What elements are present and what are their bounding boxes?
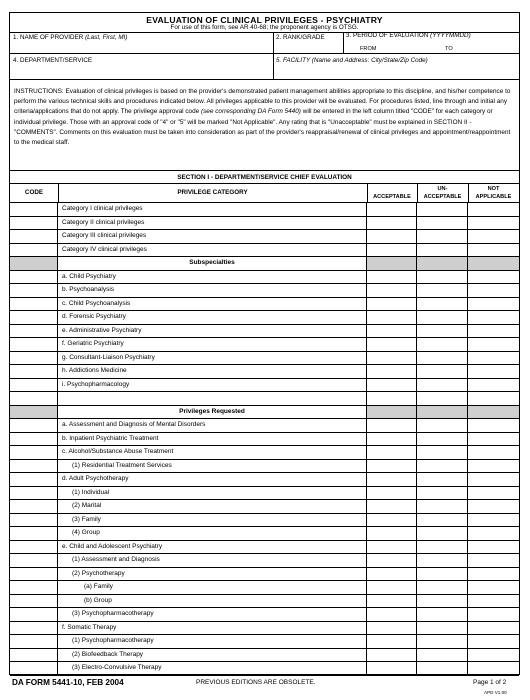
privilege-category-cell: Category III clinical privileges: [58, 230, 367, 243]
form-title: EVALUATION OF CLINICAL PRIVILEGES - PSYCHIATRY: [146, 15, 383, 25]
evaluation-form: [9, 12, 520, 675]
privilege-category-cell: (1) Individual: [58, 487, 367, 500]
unacceptable-cell[interactable]: [417, 473, 468, 486]
acceptable-cell[interactable]: [367, 271, 417, 284]
apd-version: APD V1.00: [484, 690, 507, 695]
unacceptable-cell[interactable]: [417, 311, 468, 324]
table-row: [10, 460, 519, 474]
unacceptable-cell[interactable]: [417, 365, 468, 378]
not-applicable-cell[interactable]: [468, 568, 519, 581]
not-applicable-cell[interactable]: [468, 325, 519, 338]
code-cell[interactable]: [10, 527, 58, 540]
acceptable-cell[interactable]: [367, 433, 417, 446]
not-applicable-cell[interactable]: [468, 298, 519, 311]
privilege-category-cell: f. Geriatric Psychiatry: [58, 338, 367, 351]
instructions: [14, 87, 514, 148]
unacceptable-cell[interactable]: [417, 230, 468, 243]
code-cell[interactable]: [10, 635, 58, 648]
not-applicable-cell[interactable]: [468, 581, 519, 594]
acceptable-cell[interactable]: [367, 298, 417, 311]
unacceptable-cell: [417, 406, 468, 419]
not-applicable-cell[interactable]: [468, 217, 519, 230]
privilege-category-cell: h. Addictions Medicine: [58, 365, 367, 378]
privilege-category-cell: Subspecialties: [58, 257, 367, 270]
code-cell[interactable]: [10, 595, 58, 608]
form-subtitle: For use of this form, see AR 40-68; the proponent agency is OTSG.: [170, 24, 359, 31]
table-row: [10, 392, 519, 406]
code-cell[interactable]: [10, 419, 58, 432]
unacceptable-cell[interactable]: [417, 419, 468, 432]
divider: [10, 183, 519, 184]
table-row: [10, 608, 519, 622]
table-row: [10, 541, 519, 555]
to-label: TO: [445, 46, 453, 52]
not-applicable-cell[interactable]: [468, 487, 519, 500]
unacceptable-cell: [417, 257, 468, 270]
not-applicable-cell[interactable]: [468, 271, 519, 284]
column-header-unacceptable: [417, 185, 468, 201]
table-row: [10, 298, 519, 312]
from-label: FROM: [360, 46, 377, 52]
table-row: [10, 284, 519, 298]
column-header-code: CODE: [24, 189, 44, 196]
not-applicable-cell[interactable]: [468, 622, 519, 635]
unacceptable-cell[interactable]: [417, 271, 468, 284]
acceptable-cell[interactable]: [367, 325, 417, 338]
unacceptable-cell[interactable]: [417, 338, 468, 351]
code-cell[interactable]: [10, 298, 58, 311]
code-cell[interactable]: [10, 622, 58, 635]
privilege-category-cell: (1) Assessment and Diagnosis: [58, 554, 367, 567]
code-cell[interactable]: [10, 581, 58, 594]
not-applicable-cell[interactable]: [468, 244, 519, 257]
privilege-category-cell: e. Administrative Psychiatry: [58, 325, 367, 338]
column-header-category: PRIVILEGE CATEGORY: [177, 189, 248, 196]
department-label: 4. DEPARTMENT/SERVICE: [13, 57, 93, 64]
table-row: [10, 244, 519, 258]
divider: [10, 79, 519, 80]
privilege-category-cell: (3) Psychopharmacotherapy: [58, 608, 367, 621]
acceptable-cell[interactable]: [367, 662, 417, 675]
code-cell[interactable]: [10, 662, 58, 675]
section-subheader-row: [10, 257, 519, 271]
acceptable-cell[interactable]: [367, 649, 417, 662]
not-applicable-cell[interactable]: [468, 203, 519, 216]
provider-name-hint: (Last, First, MI): [85, 34, 128, 41]
acceptable-cell[interactable]: [367, 487, 417, 500]
column-header-na-line1: NOT: [487, 186, 500, 192]
code-cell[interactable]: [10, 514, 58, 527]
table-row: [10, 500, 519, 514]
provider-name-label: 1. NAME OF PROVIDER: [13, 34, 84, 41]
privilege-category-cell: (4) Group: [58, 527, 367, 540]
not-applicable-cell[interactable]: [468, 527, 519, 540]
privilege-category-cell: d. Forensic Psychiatry: [58, 311, 367, 324]
table-row: [10, 230, 519, 244]
code-cell[interactable]: [10, 487, 58, 500]
acceptable-cell[interactable]: [367, 581, 417, 594]
instructions-text-cont: will be entered in the left column titled "CODE" for each category or individual privilege. Those with an approval code of "4" or "5" will be marked "Not Applicable". Any rating that is "Unacceptable" must be explained in SECTION II - "COMMENTS". Comments on this evaluation must be taken into consideration as part of the provider's reappraisal/renewal of clinical privileges and appointment/reappointment to the medical staff.: [14, 108, 511, 147]
privilege-category-cell: (1) Psychopharmacotherapy: [58, 635, 367, 648]
unacceptable-cell[interactable]: [417, 635, 468, 648]
table-row: [10, 527, 519, 541]
not-applicable-cell[interactable]: [468, 419, 519, 432]
code-cell[interactable]: [10, 284, 58, 297]
table-row: [10, 446, 519, 460]
privilege-category-cell: [58, 392, 367, 405]
privilege-category-cell: (2) Biofeedback Therapy: [58, 649, 367, 662]
not-applicable-cell[interactable]: [468, 365, 519, 378]
column-header-na-line2: APPLICABLE: [475, 194, 512, 200]
table-row: [10, 635, 519, 649]
privilege-category-cell: (1) Residential Treatment Services: [58, 460, 367, 473]
period-of-evaluation-field[interactable]: [346, 32, 471, 39]
facility-label: 5. FACILITY (Name and Address: City/State/Zip Code): [276, 57, 428, 64]
table-row: [10, 595, 519, 609]
privilege-category-cell: (b) Group: [58, 595, 367, 608]
code-cell[interactable]: [10, 365, 58, 378]
form-number: DA FORM 5441-10, FEB 2004: [12, 678, 124, 687]
not-applicable-cell[interactable]: [468, 352, 519, 365]
code-cell[interactable]: [10, 446, 58, 459]
code-cell: [10, 257, 58, 270]
not-applicable-cell[interactable]: [468, 554, 519, 567]
acceptable-cell[interactable]: [367, 203, 417, 216]
code-cell[interactable]: [10, 379, 58, 392]
unacceptable-cell[interactable]: [417, 392, 468, 405]
acceptable-cell[interactable]: [367, 595, 417, 608]
unacceptable-cell[interactable]: [417, 379, 468, 392]
unacceptable-cell[interactable]: [417, 662, 468, 675]
table-row: [10, 203, 519, 217]
section-title: SECTION I - DEPARTMENT/SERVICE CHIEF EVALUATION: [177, 174, 352, 181]
privilege-category-cell: g. Consultant-Liaison Psychiatry: [58, 352, 367, 365]
acceptable-cell[interactable]: [367, 460, 417, 473]
table-row: [10, 568, 519, 582]
acceptable-cell: [367, 406, 417, 419]
not-applicable-cell[interactable]: [468, 541, 519, 554]
acceptable-cell[interactable]: [367, 284, 417, 297]
page-number: Page 1 of 2: [473, 679, 507, 686]
rank-grade-field[interactable]: [276, 34, 325, 41]
not-applicable-cell[interactable]: [468, 649, 519, 662]
code-cell: [10, 406, 58, 419]
code-cell[interactable]: [10, 338, 58, 351]
unacceptable-cell[interactable]: [417, 446, 468, 459]
privilege-category-cell: a. Child Psychiatry: [58, 271, 367, 284]
acceptable-cell[interactable]: [367, 338, 417, 351]
column-header-acceptable: ACCEPTABLE: [373, 194, 411, 200]
period-label: 3. PERIOD OF EVALUATION: [346, 32, 429, 39]
privilege-category-cell: b. Inpatient Psychiatric Treatment: [58, 433, 367, 446]
table-row: [10, 365, 519, 379]
code-cell[interactable]: [10, 271, 58, 284]
divider: [273, 32, 274, 79]
provider-name-field[interactable]: [13, 34, 127, 41]
code-cell[interactable]: [10, 649, 58, 662]
table-row: [10, 311, 519, 325]
code-cell[interactable]: [10, 460, 58, 473]
table-row: [10, 662, 519, 676]
table-row: [10, 581, 519, 595]
privilege-category-cell: Category II clinical privileges: [58, 217, 367, 230]
instructions-form-ref: (see corresponding DA Form 5440): [200, 108, 301, 116]
period-hint: (YYYYMMDD): [430, 32, 471, 39]
unacceptable-cell[interactable]: [417, 217, 468, 230]
acceptable-cell[interactable]: [367, 311, 417, 324]
unacceptable-cell[interactable]: [417, 514, 468, 527]
unacceptable-cell[interactable]: [417, 433, 468, 446]
privilege-category-cell: c. Child Psychoanalysis: [58, 298, 367, 311]
privileges-table: [10, 203, 519, 676]
acceptable-cell[interactable]: [367, 392, 417, 405]
acceptable-cell: [367, 257, 417, 270]
table-row: [10, 379, 519, 393]
privilege-category-cell: (a) Family: [58, 581, 367, 594]
code-cell[interactable]: [10, 433, 58, 446]
acceptable-cell[interactable]: [367, 622, 417, 635]
privilege-category-cell: f. Somatic Therapy: [58, 622, 367, 635]
not-applicable-cell[interactable]: [468, 473, 519, 486]
table-row: [10, 433, 519, 447]
privilege-category-cell: d. Adult Psychotherapy: [58, 473, 367, 486]
not-applicable-cell[interactable]: [468, 230, 519, 243]
not-applicable-cell[interactable]: [468, 500, 519, 513]
unacceptable-cell[interactable]: [417, 244, 468, 257]
unacceptable-cell[interactable]: [417, 541, 468, 554]
department-service-field[interactable]: [13, 57, 92, 64]
code-cell[interactable]: [10, 311, 58, 324]
unacceptable-cell[interactable]: [417, 500, 468, 513]
code-cell[interactable]: [10, 392, 58, 405]
acceptable-cell[interactable]: [367, 635, 417, 648]
not-applicable-cell[interactable]: [468, 608, 519, 621]
table-row: [10, 352, 519, 366]
table-row: [10, 649, 519, 663]
acceptable-cell[interactable]: [367, 500, 417, 513]
section-subheader-row: [10, 406, 519, 420]
acceptable-cell[interactable]: [367, 608, 417, 621]
unacceptable-cell[interactable]: [417, 203, 468, 216]
unacceptable-cell[interactable]: [417, 568, 468, 581]
code-cell[interactable]: [10, 473, 58, 486]
divider: [10, 53, 519, 54]
not-applicable-cell[interactable]: [468, 514, 519, 527]
not-applicable-cell[interactable]: [468, 379, 519, 392]
code-cell[interactable]: [10, 554, 58, 567]
acceptable-cell[interactable]: [367, 541, 417, 554]
unacceptable-cell[interactable]: [417, 622, 468, 635]
acceptable-cell[interactable]: [367, 379, 417, 392]
not-applicable-cell[interactable]: [468, 595, 519, 608]
unacceptable-cell[interactable]: [417, 595, 468, 608]
not-applicable-cell[interactable]: [468, 284, 519, 297]
table-row: [10, 419, 519, 433]
not-applicable-cell: [468, 257, 519, 270]
unacceptable-cell[interactable]: [417, 487, 468, 500]
not-applicable-cell[interactable]: [468, 433, 519, 446]
not-applicable-cell[interactable]: [468, 635, 519, 648]
code-cell[interactable]: [10, 352, 58, 365]
not-applicable-cell[interactable]: [468, 460, 519, 473]
privilege-category-cell: Category IV clinical privileges: [58, 244, 367, 257]
unacceptable-cell[interactable]: [417, 284, 468, 297]
unacceptable-cell[interactable]: [417, 325, 468, 338]
table-row: [10, 622, 519, 636]
unacceptable-cell[interactable]: [417, 298, 468, 311]
privilege-category-cell: Category I clinical privileges: [58, 203, 367, 216]
acceptable-cell[interactable]: [367, 514, 417, 527]
previous-editions-note: PREVIOUS EDITIONS ARE OBSOLETE.: [196, 679, 316, 686]
facility-field[interactable]: [276, 57, 428, 64]
acceptable-cell[interactable]: [367, 230, 417, 243]
not-applicable-cell[interactable]: [468, 392, 519, 405]
privilege-category-cell: (3) Electro-Convulsive Therapy: [58, 662, 367, 675]
table-row: [10, 217, 519, 231]
unacceptable-cell[interactable]: [417, 608, 468, 621]
not-applicable-cell[interactable]: [468, 311, 519, 324]
code-cell[interactable]: [10, 203, 58, 216]
column-header-unacceptable-line1: UN-: [437, 186, 448, 192]
divider: [343, 32, 344, 53]
unacceptable-cell[interactable]: [417, 527, 468, 540]
table-row: [10, 554, 519, 568]
privilege-category-cell: e. Child and Adolescent Psychiatry: [58, 541, 367, 554]
code-cell[interactable]: [10, 500, 58, 513]
divider: [10, 170, 519, 171]
unacceptable-cell[interactable]: [417, 649, 468, 662]
table-row: [10, 271, 519, 285]
code-cell[interactable]: [10, 230, 58, 243]
table-row: [10, 325, 519, 339]
privilege-category-cell: (2) Marital: [58, 500, 367, 513]
code-cell[interactable]: [10, 244, 58, 257]
privilege-category-cell: b. Psychoanalysis: [58, 284, 367, 297]
not-applicable-cell[interactable]: [468, 662, 519, 675]
code-cell[interactable]: [10, 568, 58, 581]
privilege-category-cell: (3) Family: [58, 514, 367, 527]
privilege-category-cell: (2) Psychotherapy: [58, 568, 367, 581]
table-row: [10, 514, 519, 528]
code-cell[interactable]: [10, 541, 58, 554]
unacceptable-cell[interactable]: [417, 460, 468, 473]
acceptable-cell[interactable]: [367, 217, 417, 230]
acceptable-cell[interactable]: [367, 554, 417, 567]
acceptable-cell[interactable]: [367, 352, 417, 365]
unacceptable-cell[interactable]: [417, 581, 468, 594]
acceptable-cell[interactable]: [367, 568, 417, 581]
privilege-category-cell: i. Psychopharmacology: [58, 379, 367, 392]
not-applicable-cell: [468, 406, 519, 419]
acceptable-cell[interactable]: [367, 446, 417, 459]
privilege-category-cell: Privileges Requested: [58, 406, 367, 419]
column-header-unacceptable-line2: ACCEPTABLE: [423, 194, 462, 200]
table-row: [10, 338, 519, 352]
not-applicable-cell[interactable]: [468, 338, 519, 351]
column-header-not-applicable: [468, 185, 519, 201]
acceptable-cell[interactable]: [367, 244, 417, 257]
table-row: [10, 487, 519, 501]
not-applicable-cell[interactable]: [468, 446, 519, 459]
unacceptable-cell[interactable]: [417, 554, 468, 567]
acceptable-cell[interactable]: [367, 365, 417, 378]
table-row: [10, 473, 519, 487]
rank-grade-label: 2. RANK/GRADE: [276, 34, 325, 41]
code-cell[interactable]: [10, 217, 58, 230]
acceptable-cell[interactable]: [367, 419, 417, 432]
privilege-category-cell: c. Alcohol/Substance Abuse Treatment: [58, 446, 367, 459]
privilege-category-cell: a. Assessment and Diagnosis of Mental Disorders: [58, 419, 367, 432]
acceptable-cell[interactable]: [367, 473, 417, 486]
code-cell[interactable]: [10, 325, 58, 338]
acceptable-cell[interactable]: [367, 527, 417, 540]
code-cell[interactable]: [10, 608, 58, 621]
instructions-text: INSTRUCTIONS: Evaluation of clinical privileges is based on the provider's demonstrated patient management abilities appropriate to this discipline, and his/her competence to perform the various technical skills and procedures indicated below. All privileges applicable to this provider will be evaluated. For procedures listed, line through and initial any criteria/applications that do not apply. The privilege approval code: [14, 88, 511, 116]
unacceptable-cell[interactable]: [417, 352, 468, 365]
